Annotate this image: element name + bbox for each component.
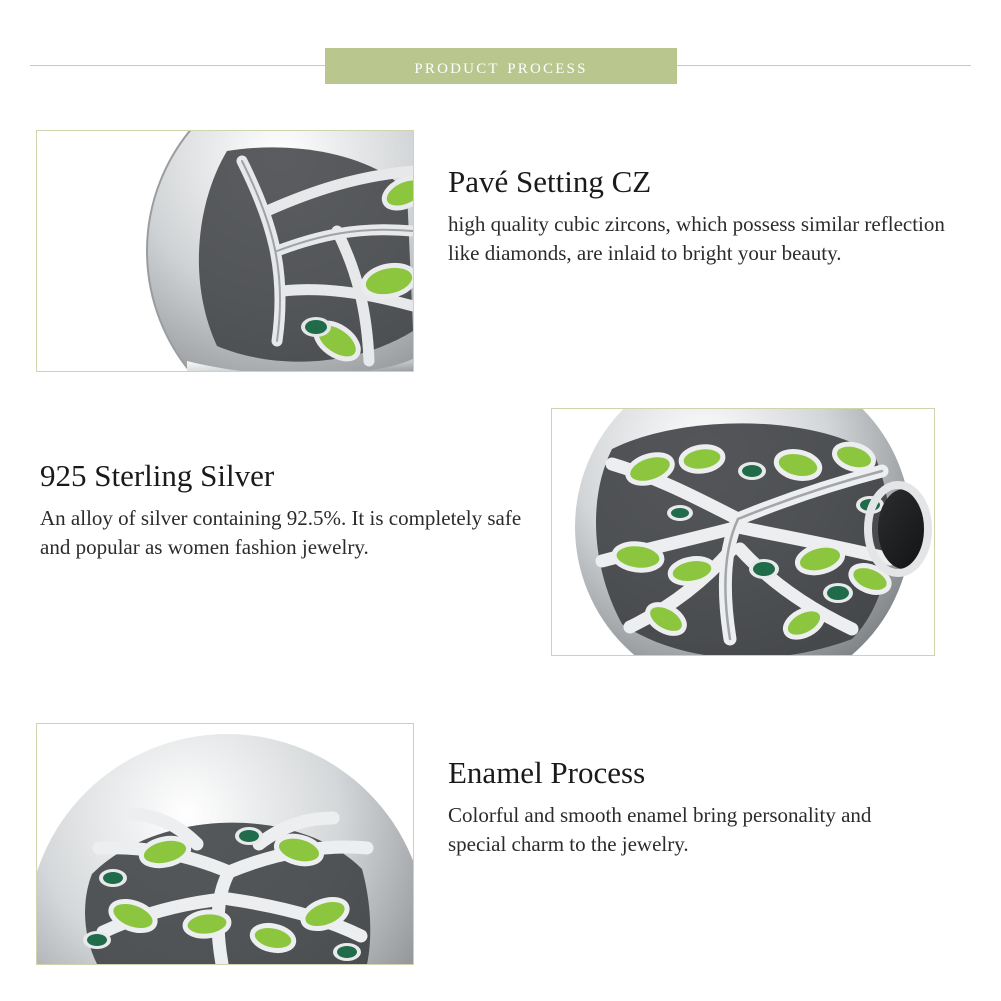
silver-bead-illustration xyxy=(37,131,413,371)
section-body-pave-setting: high quality cubic zircons, which possess similar reflection like diamonds, are inlaid to bright your beauty. xyxy=(448,211,945,266)
section-text-sterling-silver xyxy=(40,458,530,563)
product-image-sterling-silver xyxy=(551,408,935,656)
product-image-sterling-silver-inner xyxy=(552,409,934,655)
section-title-enamel-process: Enamel Process xyxy=(448,755,646,790)
product-image-enamel-process xyxy=(36,723,414,965)
section-banner-label: product process xyxy=(414,53,588,78)
section-text-pave-setting xyxy=(448,164,958,269)
product-image-pave-setting xyxy=(36,130,414,372)
header xyxy=(0,0,1001,110)
section-body-sterling-silver: An alloy of silver containing 92.5%. It is completely safe and popular as women fashion jewelry. xyxy=(40,505,522,560)
section-title-pave-setting: Pavé Setting CZ xyxy=(448,164,652,199)
section-text-enamel-process xyxy=(448,755,918,860)
product-image-pave-setting-inner xyxy=(37,131,413,371)
tree-of-life-bead-illustration xyxy=(552,409,934,655)
enamel-bead-illustration xyxy=(37,724,413,964)
product-image-enamel-process-inner xyxy=(37,724,413,964)
section-banner xyxy=(325,48,677,84)
section-body-enamel-process: Colorful and smooth enamel bring personality and special charm to the jewelry. xyxy=(448,802,872,857)
section-title-sterling-silver: 925 Sterling Silver xyxy=(40,458,275,493)
